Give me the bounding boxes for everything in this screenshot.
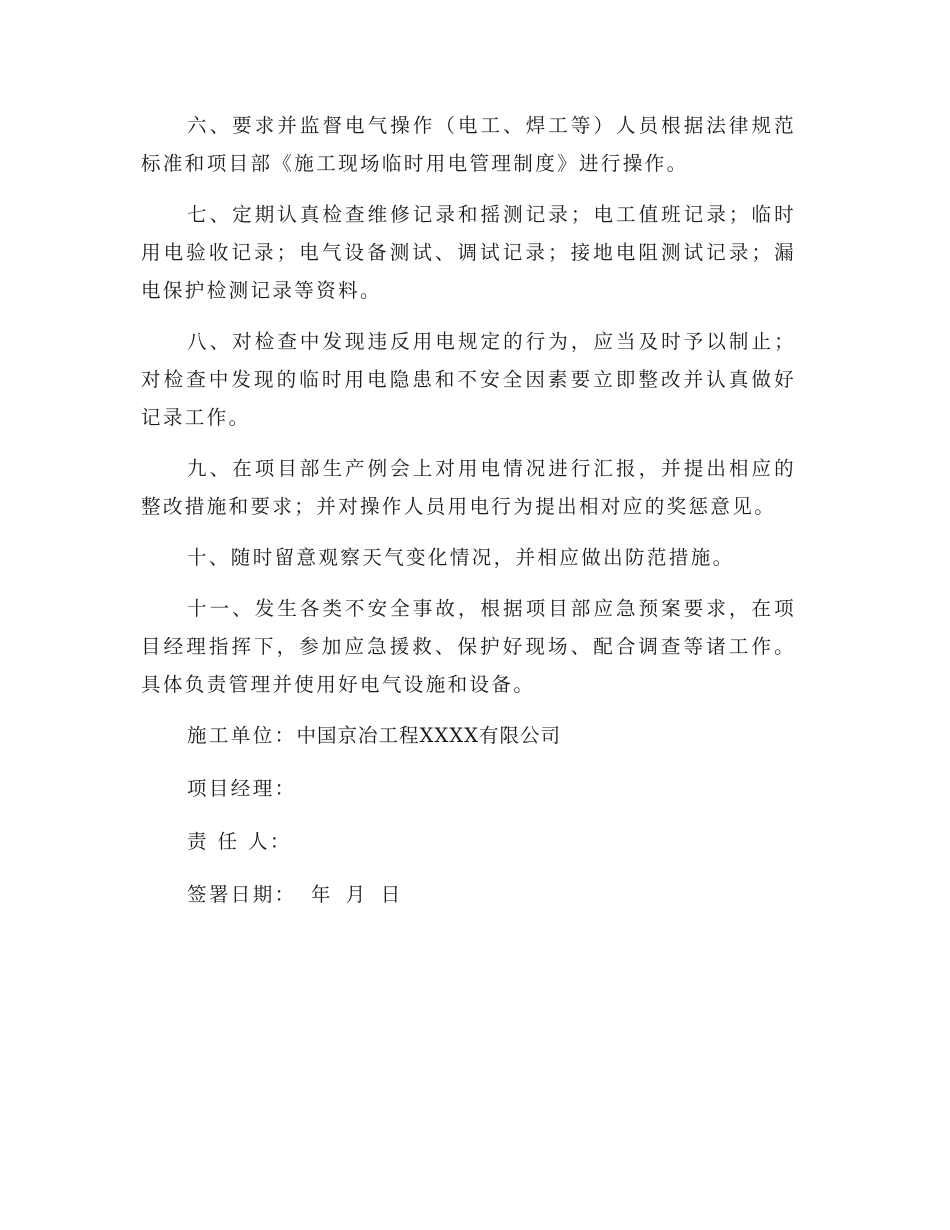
clause-11: 十一、发生各类不安全事故，根据项目部应急预案要求，在项目经理指挥下，参加应急援救、保护好现场、配合调查等诸工作。具体负责管理并使用好电气设施和设备。 (141, 597, 796, 696)
signing-date-value: 年 月 日 (296, 883, 402, 906)
project-manager-line (141, 770, 796, 808)
construction-unit-line (141, 717, 796, 755)
clause-7: 七、定期认真检查维修记录和摇测记录；电工值班记录；临时用电验收记录；电气设备测试、调试记录；接地电阻测试记录；漏电保护检测记录等资料。 (141, 203, 796, 302)
signing-date-line (141, 876, 796, 914)
document-body (141, 107, 796, 929)
construction-unit-value: 中国京冶工程XXXX有限公司 (296, 724, 562, 747)
clause-6: 六、要求并监督电气操作（电工、焊工等）人员根据法律规范标准和项目部《施工现场临时用电管理制度》进行操作。 (141, 114, 796, 175)
clause-10: 十、随时留意观察天气变化情况，并相应做出防范措施。 (187, 546, 735, 569)
responsible-person-label: 责 任 人： (187, 830, 292, 853)
signing-date-label: 签署日期： (187, 883, 297, 906)
clause-8: 八、对检查中发现违反用电规定的行为，应当及时予以制止；对检查中发现的临时用电隐患和不安全因素要立即整改并认真做好记录工作。 (141, 330, 796, 429)
project-manager-label: 项目经理： (187, 777, 297, 800)
responsible-person-line (141, 823, 796, 861)
construction-unit-label: 施工单位： (187, 724, 297, 747)
clause-9: 九、在项目部生产例会上对用电情况进行汇报，并提出相应的整改措施和要求；并对操作人员用电行为提出相对应的奖惩意见。 (141, 457, 796, 518)
